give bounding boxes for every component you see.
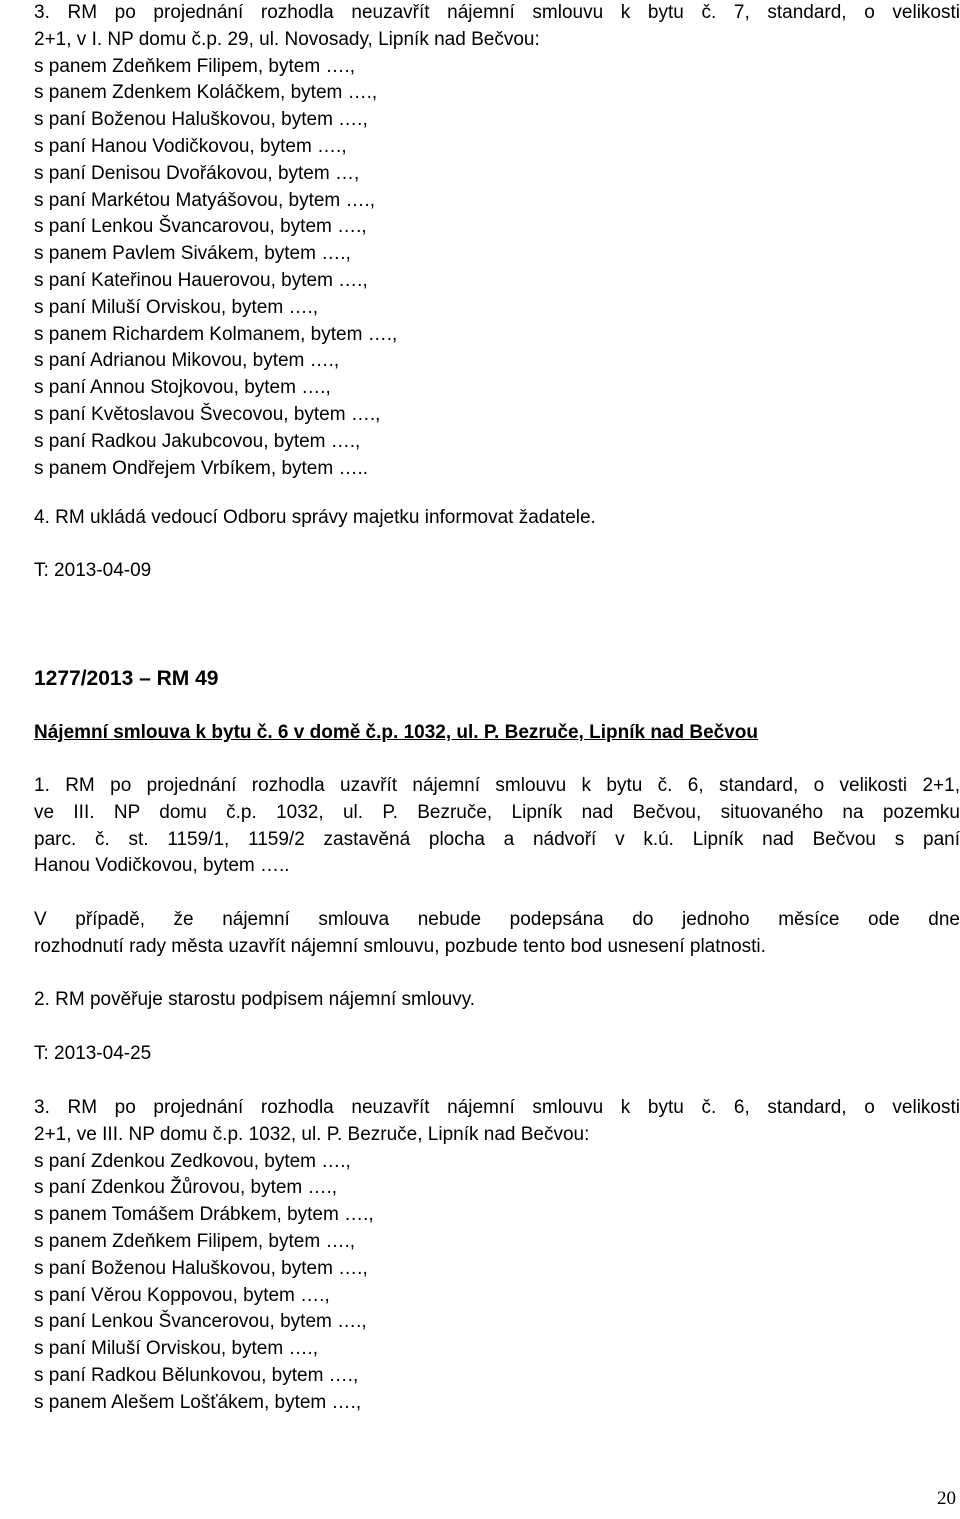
person-list-item: s paní Hanou Vodičkovou, bytem …., bbox=[34, 135, 347, 157]
resolution-item-3 bbox=[34, 1095, 960, 1417]
person-list-item: s panem Alešem Lošťákem, bytem …., bbox=[34, 1391, 362, 1413]
prev-item-4: 4. RM ukládá vedoucí Odboru správy majetku informovat žadatele. bbox=[34, 507, 596, 528]
person-list-item: s paní Věrou Koppovou, bytem …., bbox=[34, 1284, 330, 1306]
resolution-number: 1277/2013 – RM 49 bbox=[34, 667, 219, 690]
resolution-item-2-deadline: T: 2013-04-25 bbox=[34, 1043, 152, 1064]
person-list-item: s paní Lenkou Švancarovou, bytem …., bbox=[34, 216, 367, 238]
person-list-item: s paní Markétou Matyášovou, bytem …., bbox=[34, 189, 376, 211]
person-list-item: s paní Lenkou Švancerovou, bytem …., bbox=[34, 1311, 367, 1333]
person-list-item: s paní Miluší Orviskou, bytem …., bbox=[34, 296, 319, 318]
resolution-item-1 bbox=[34, 773, 960, 880]
person-list-item: s paní Radkou Jakubcovou, bytem …., bbox=[34, 430, 361, 452]
person-list-item: s panem Tomášem Drábkem, bytem …., bbox=[34, 1204, 374, 1226]
person-list-item: s panem Zdeňkem Filipem, bytem …., bbox=[34, 1230, 355, 1252]
person-list-item: s panem Richardem Kolmanem, bytem …., bbox=[34, 323, 398, 345]
prev-item-4-deadline: T: 2013-04-09 bbox=[34, 560, 152, 581]
person-list-item: s panem Pavlem Sivákem, bytem …., bbox=[34, 243, 351, 265]
person-list-item: s paní Boženou Haluškovou, bytem …., bbox=[34, 1257, 368, 1279]
person-list-item: s paní Denisou Dvořákovou, bytem …, bbox=[34, 162, 360, 184]
resolution-condition-line1: V případě, že nájemní smlouva nebude podepsána do jednoho měsíce ode dne bbox=[34, 909, 960, 930]
person-list-item: s panem Zdenkem Koláčkem, bytem …., bbox=[34, 82, 378, 104]
person-list-item: s paní Miluší Orviskou, bytem …., bbox=[34, 1338, 319, 1360]
person-list-item: s panem Ondřejem Vrbíkem, bytem ….. bbox=[34, 457, 369, 479]
prev-item-3 bbox=[34, 0, 960, 482]
resolution-title: Nájemní smlouva k bytu č. 6 v domě č.p. 1032, ul. P. Bezruče, Lipník nad Bečvou bbox=[34, 722, 759, 743]
resolution-item-1-line: ve III. NP domu č.p. 1032, ul. P. Bezruče, Lipník nad Bečvou, situovaného na pozemku bbox=[34, 801, 960, 823]
person-list-item: s paní Zdenkou Zedkovou, bytem …., bbox=[34, 1150, 351, 1172]
prev-item-3-intro-line1: 3. RM po projednání rozhodla neuzavřít nájemní smlouvu k bytu č. 7, standard, o velikosti bbox=[34, 2, 960, 23]
person-list-item: s paní Annou Stojkovou, bytem …., bbox=[34, 377, 331, 399]
resolution-item-1-line-last: Hanou Vodičkovou, bytem ….. bbox=[34, 855, 290, 877]
resolution-item-1-line: parc. č. st. 1159/1, 1159/2 zastavěná plocha a nádvoří v k.ú. Lipník nad Bečvou s paní bbox=[34, 828, 960, 850]
person-list-item: s paní Adrianou Mikovou, bytem …., bbox=[34, 350, 340, 372]
resolution-item-2: 2. RM pověřuje starostu podpisem nájemní smlouvy. bbox=[34, 989, 476, 1010]
person-list-item: s paní Květoslavou Švecovou, bytem …., bbox=[34, 403, 381, 425]
prev-item-3-intro-line2: 2+1, v I. NP domu č.p. 29, ul. Novosady, Lipník nad Bečvou: bbox=[34, 28, 540, 50]
resolution-condition-line2: rozhodnutí rady města uzavřít nájemní smlouvu, pozbude tento bod usnesení platnosti. bbox=[34, 935, 766, 957]
page-number: 20 bbox=[937, 1488, 956, 1510]
resolution-item-3-line1: 3. RM po projednání rozhodla neuzavřít nájemní smlouvu k bytu č. 6, standard, o velikosti bbox=[34, 1097, 960, 1118]
person-list-item: s paní Radkou Bělunkovou, bytem …., bbox=[34, 1364, 359, 1386]
person-list-item: s paní Kateřinou Hauerovou, bytem …., bbox=[34, 269, 368, 291]
resolution-item-1-line: 1. RM po projednání rozhodla uzavřít nájemní smlouvu k bytu č. 6, standard, o velikosti 2+1, bbox=[34, 775, 960, 796]
resolution-item-3-line2: 2+1, ve III. NP domu č.p. 1032, ul. P. Bezruče, Lipník nad Bečvou: bbox=[34, 1123, 590, 1145]
person-list-item: s paní Boženou Haluškovou, bytem …., bbox=[34, 109, 368, 131]
person-list-item: s paní Zdenkou Žůrovou, bytem …., bbox=[34, 1177, 338, 1199]
person-list-item: s panem Zdeňkem Filipem, bytem …., bbox=[34, 55, 355, 77]
resolution-condition bbox=[34, 907, 960, 961]
